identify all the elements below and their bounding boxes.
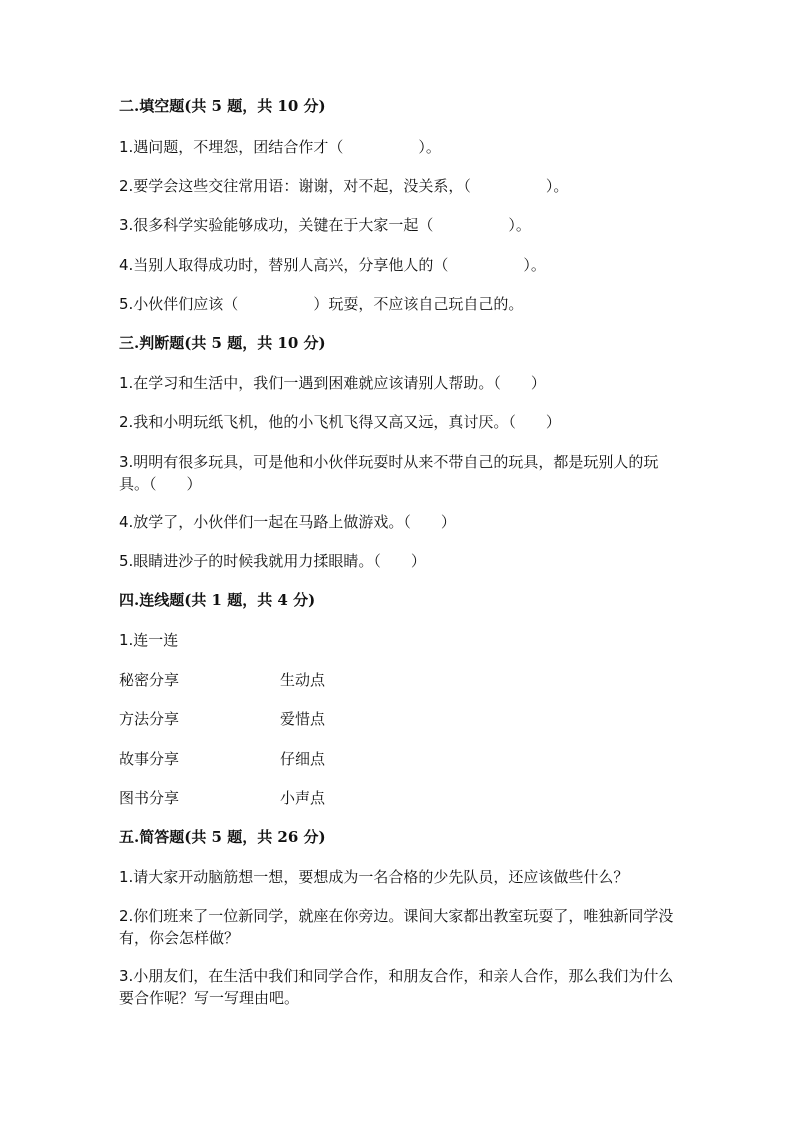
question-item: 1.遇问题，不埋怨，团结合作才（ ）。 [119,138,441,156]
question-item: 3.小朋友们，在生活中我们和同学合作，和朋友合作，和亲人合作，那么我们为什么要合作呢？写一写理由吧。 [119,967,674,1007]
match-right-item: 小声点 [280,789,326,807]
question-item: 1.在学习和生活中，我们一遇到困难就应该请别人帮助。（ ） [119,374,546,392]
match-left-item: 故事分享 [119,750,180,768]
question-item: 3.明明有很多玩具，可是他和小伙伴玩耍时从来不带自己的玩具，都是玩别人的玩具。（ ） [119,453,659,493]
match-right-item: 爱惜点 [280,710,326,728]
section-title-fill-blank: 二.填空题(共 5 题，共 10 分) [119,97,326,115]
question-item: 5.小伙伴们应该（ ）玩耍，不应该自己玩自己的。 [119,295,524,313]
question-item: 4.放学了，小伙伴们一起在马路上做游戏。（ ） [119,513,456,531]
match-left-item: 图书分享 [119,789,180,807]
section-title-matching: 四.连线题(共 1 题，共 4 分) [119,591,316,609]
match-left-item: 秘密分享 [119,671,180,689]
match-right-item: 生动点 [280,671,326,689]
section-title-true-false: 三.判断题(共 5 题，共 10 分) [119,334,326,352]
section-title-short-answer: 五.简答题(共 5 题，共 26 分) [119,828,326,846]
question-item: 3.很多科学实验能够成功，关键在于大家一起（ ）。 [119,216,531,234]
match-left-item: 方法分享 [119,710,180,728]
match-right-item: 仔细点 [280,750,326,768]
question-item: 2.要学会这些交往常用语：谢谢，对不起，没关系，（ ）。 [119,177,569,195]
question-item: 1.请大家开动脑筋想一想，要想成为一名合格的少先队员，还应该做些什么？ [119,868,629,886]
question-item: 2.你们班来了一位新同学，就座在你旁边。课间大家都出教室玩耍了，唯独新同学没有，你会怎样做？ [119,907,674,947]
question-item: 1.连一连 [119,631,179,649]
question-item: 2.我和小明玩纸飞机，他的小飞机飞得又高又远，真讨厌。（ ） [119,413,561,431]
question-item: 5.眼睛进沙子的时候我就用力揉眼睛。（ ） [119,552,426,570]
question-item: 4.当别人取得成功时，替别人高兴，分享他人的（ ）。 [119,256,546,274]
